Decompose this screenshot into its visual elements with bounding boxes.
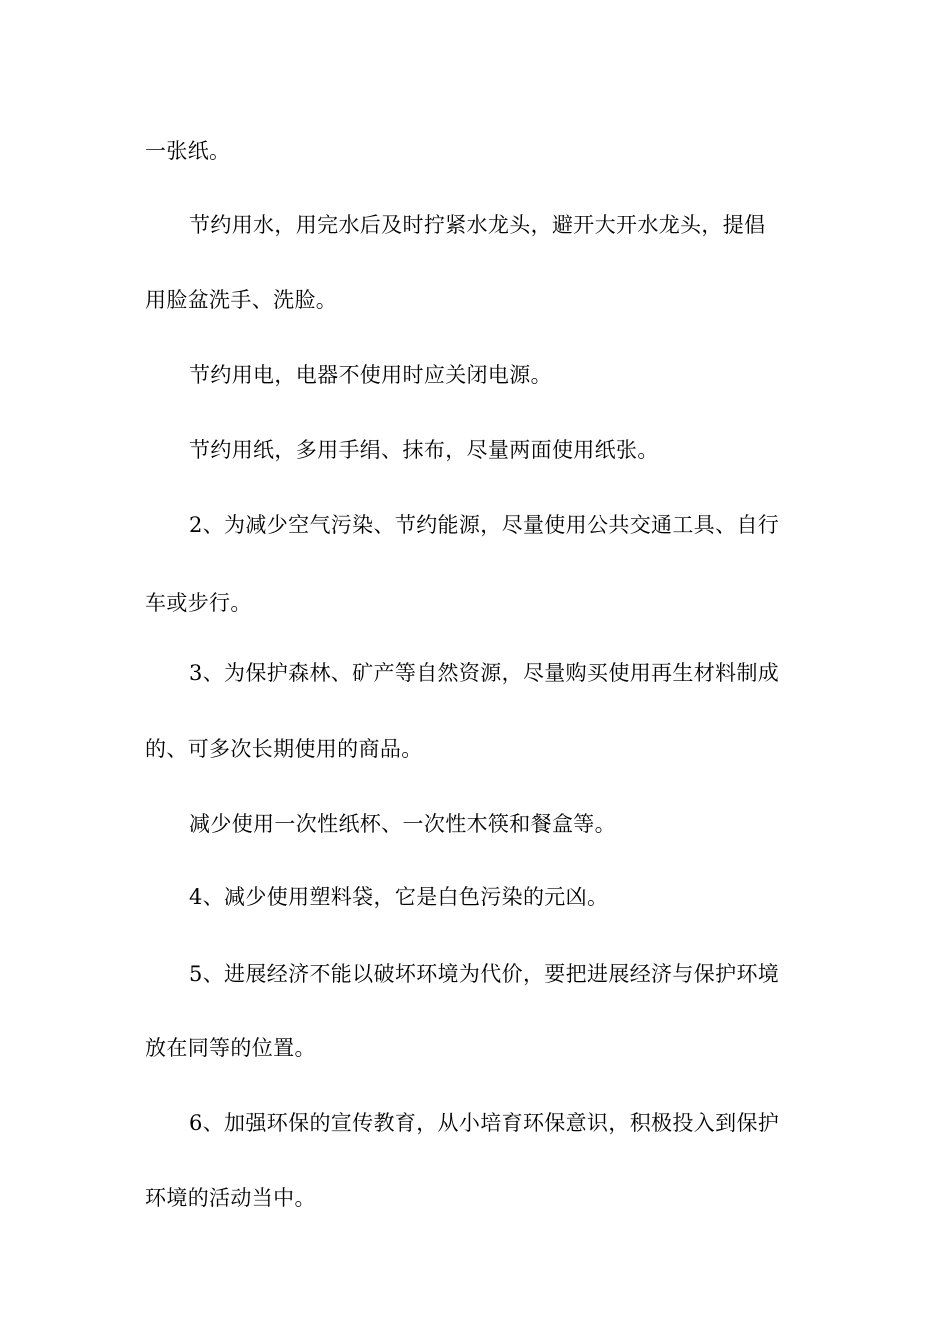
paragraph-line: 节约用水，用完水后及时拧紧水龙头，避开大开水龙头，提倡 <box>189 213 766 237</box>
paragraph-line: 减少使用一次性纸杯、一次性木筷和餐盒等。 <box>189 812 616 836</box>
paragraph-line: 6、加强环保的宣传教育，从小培育环保意识，积极投入到保护 <box>189 1111 780 1135</box>
paragraph-line: 放在同等的位置。 <box>145 1036 316 1060</box>
paragraph-line: 2、为减少空气污染、节约能源，尽量使用公共交通工具、自行 <box>189 513 780 537</box>
paragraph-line: 一张纸。 <box>145 139 231 163</box>
paragraph-line: 车或步行。 <box>145 591 252 615</box>
paragraph-line: 4、减少使用塑料袋，它是白色污染的元凶。 <box>189 885 609 909</box>
paragraph-line: 5、进展经济不能以破坏环境为代价，要把进展经济与保护环境 <box>189 962 780 986</box>
paragraph-line: 节约用纸，多用手绢、抹布，尽量两面使用纸张。 <box>189 438 659 462</box>
paragraph-line: 用脸盆洗手、洗脸。 <box>145 288 338 312</box>
paragraph-line: 环境的活动当中。 <box>145 1186 316 1210</box>
paragraph-line: 3、为保护森林、矿产等自然资源，尽量购买使用再生材料制成 <box>189 661 780 685</box>
paragraph-line: 的、可多次长期使用的商品。 <box>145 737 423 761</box>
paragraph-line: 节约用电，电器不使用时应关闭电源。 <box>189 363 552 387</box>
